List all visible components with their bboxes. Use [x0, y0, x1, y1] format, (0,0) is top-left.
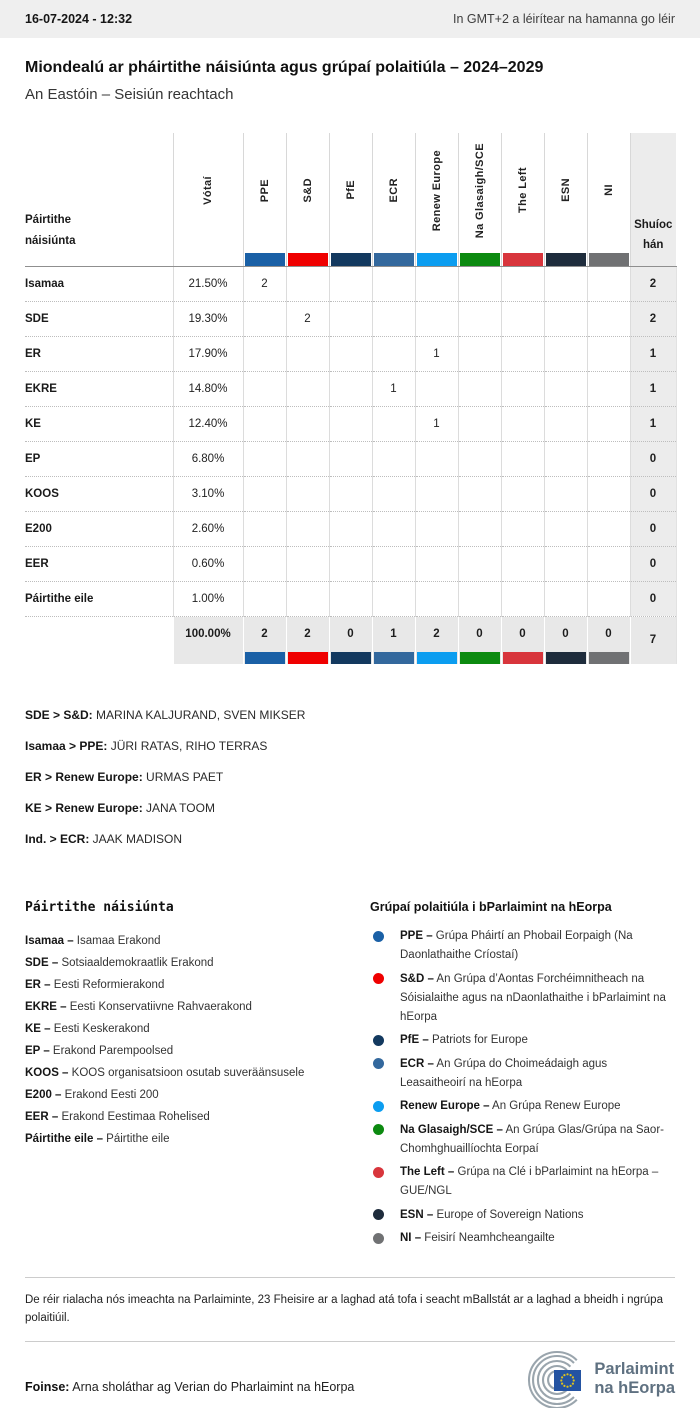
- group-color-dot: [373, 1233, 384, 1244]
- page-title: Miondealú ar pháirtithe náisiúnta agus grúpaí polaitiúla – 2024–2029: [25, 59, 544, 76]
- group-seats-cell-Left: [501, 266, 544, 301]
- group-seats-cell-ESN: [544, 371, 587, 406]
- group-legend-item: PPE – Grúpa Pháirtí an Phobail Eorpaigh (Na Daonlathaithe Críostaí): [370, 927, 675, 965]
- group-seats-cell-Left: [501, 476, 544, 511]
- groups-legend-heading: Grúpaí polaitiúla i bParlaimint na hEorpa: [370, 900, 612, 914]
- table-total-row: [25, 616, 676, 664]
- group-seats-cell-NI: [587, 406, 630, 441]
- group-color-bar: [546, 652, 586, 664]
- group-seats-cell-ECR: 1: [372, 371, 415, 406]
- group-seats-cell-NI: [587, 371, 630, 406]
- footer: [25, 1277, 675, 1408]
- group-seats-cell-NI: [587, 581, 630, 616]
- note-label: SDE > S&D:: [25, 708, 93, 722]
- column-header-ESN: [544, 133, 587, 266]
- group-seats-cell-SD: [286, 406, 329, 441]
- party-abbr: EKRE –: [25, 1001, 67, 1013]
- group-color-dot: [373, 931, 384, 942]
- group-legend-item: The Left – Grúpa na Clé i bParlaimint na hEorpa – GUE/NGL: [370, 1163, 675, 1201]
- group-legend-item: S&D – An Grúpa d’Aontas Forchéimnitheach na Sóisialaithe agus na nDaonlathaithe i bParlaimint na hEorpa: [370, 970, 675, 1027]
- group-seats-cell-SD: [286, 476, 329, 511]
- group-color-bar: [374, 652, 414, 664]
- votes-cell: 2.60%: [173, 511, 243, 546]
- column-header-Left: [501, 133, 544, 266]
- group-seats-cell-PPE: 2: [243, 266, 286, 301]
- group-color-dot: [373, 1124, 384, 1135]
- group-seats-cell-NI: [587, 476, 630, 511]
- party-total-seats-cell: 1: [630, 406, 676, 441]
- party-name-cell: Páirtithe eile: [25, 581, 173, 616]
- timezone-note: In GMT+2 a léirítear na hamanna go léir: [453, 12, 675, 26]
- group-seats-cell-PfE: [329, 546, 372, 581]
- group-color-bar: [288, 652, 328, 664]
- group-seats-cell-ESN: [544, 546, 587, 581]
- party-abbr: Páirtithe eile –: [25, 1133, 103, 1145]
- source-line: [25, 1380, 354, 1394]
- parties-legend-heading: Páirtithe náisiúnta: [25, 900, 174, 915]
- total-group-cell-Glasaigh: 0: [458, 616, 501, 664]
- group-color-bar: [503, 253, 543, 266]
- group-seats-cell-PPE: [243, 371, 286, 406]
- note-line: Ind. > ECR: JAAK MADISON: [25, 832, 183, 846]
- group-seats-cell-ESN: [544, 476, 587, 511]
- column-header-Glasaigh: [458, 133, 501, 266]
- source-text: Arna sholáthar ag Verian do Pharlaimint na hEorpa: [72, 1379, 355, 1394]
- group-seats-cell-Glasaigh: [458, 301, 501, 336]
- ep-logo: [521, 1350, 675, 1408]
- group-seats-cell-Renew: [415, 511, 458, 546]
- votes-cell: 19.30%: [173, 301, 243, 336]
- note-line: ER > Renew Europe: URMAS PAET: [25, 770, 224, 784]
- group-seats-cell-NI: [587, 511, 630, 546]
- group-legend-item: Renew Europe – An Grúpa Renew Europe: [370, 1097, 675, 1116]
- party-legend-item: EKRE – Eesti Konservatiivne Rahvaerakond: [25, 1001, 252, 1013]
- table-row: [25, 266, 676, 301]
- group-seats-cell-PPE: [243, 546, 286, 581]
- total-group-cell-ESN: 0: [544, 616, 587, 664]
- party-abbr: EP –: [25, 1045, 50, 1057]
- group-seats-cell-Glasaigh: [458, 406, 501, 441]
- votes-cell: 12.40%: [173, 406, 243, 441]
- table-row: [25, 406, 676, 441]
- votes-cell: 0.60%: [173, 546, 243, 581]
- group-color-dot: [373, 973, 384, 984]
- table-row: [25, 581, 676, 616]
- group-seats-cell-ECR: [372, 406, 415, 441]
- party-total-seats-cell: 1: [630, 371, 676, 406]
- party-legend-item: EER – Erakond Eestimaa Rohelised: [25, 1111, 210, 1123]
- group-seats-cell-Renew: 1: [415, 336, 458, 371]
- group-abbr: ESN –: [400, 1208, 434, 1221]
- group-seats-cell-Left: [501, 511, 544, 546]
- group-seats-cell-Glasaigh: [458, 581, 501, 616]
- group-color-dot: [373, 1209, 384, 1220]
- table-row: [25, 301, 676, 336]
- group-color-bar: [417, 652, 457, 664]
- group-seats-cell-NI: [587, 266, 630, 301]
- party-name-cell: ER: [25, 336, 173, 371]
- note-label: Ind. > ECR:: [25, 832, 90, 846]
- group-legend-item: PfE – Patriots for Europe: [370, 1031, 675, 1050]
- group-seats-cell-Glasaigh: [458, 476, 501, 511]
- group-column-label: Na Glasaigh/SCE: [473, 142, 486, 238]
- group-seats-cell-ESN: [544, 266, 587, 301]
- party-abbr: Isamaa –: [25, 935, 74, 947]
- column-header-seats: Shuíochán: [630, 133, 676, 266]
- party-legend-item: KOOS – KOOS organisatsioon osutab suveräänsusele: [25, 1067, 305, 1079]
- votes-cell: 14.80%: [173, 371, 243, 406]
- group-seats-cell-ESN: [544, 336, 587, 371]
- column-header-parties: Páirtithe náisiúnta: [25, 133, 173, 266]
- group-seats-cell-Glasaigh: [458, 336, 501, 371]
- group-seats-cell-ESN: [544, 511, 587, 546]
- ep-hemicycle-icon: [521, 1350, 585, 1408]
- group-seats-cell-Renew: [415, 301, 458, 336]
- party-legend-item: ER – Eesti Reformierakond: [25, 979, 165, 991]
- votes-cell: 1.00%: [173, 581, 243, 616]
- party-total-seats-cell: 0: [630, 581, 676, 616]
- group-seats-cell-NI: [587, 301, 630, 336]
- group-abbr: Renew Europe –: [400, 1100, 490, 1112]
- column-header-Renew: [415, 133, 458, 266]
- group-color-bar: [288, 253, 328, 266]
- votes-cell: 17.90%: [173, 336, 243, 371]
- party-legend-item: KE – Eesti Keskerakond: [25, 1023, 150, 1035]
- group-abbr: S&D –: [400, 972, 434, 985]
- note-line: SDE > S&D: MARINA KALJURAND, SVEN MIKSER: [25, 708, 306, 722]
- group-seats-cell-PPE: [243, 336, 286, 371]
- party-abbr: KOOS –: [25, 1067, 69, 1079]
- group-color-bar: [374, 253, 414, 266]
- group-seats-cell-Renew: [415, 441, 458, 476]
- group-seats-cell-Glasaigh: [458, 266, 501, 301]
- group-color-bar: [331, 652, 371, 664]
- table-row: [25, 511, 676, 546]
- group-seats-cell-Renew: [415, 546, 458, 581]
- group-seats-cell-ECR: [372, 581, 415, 616]
- column-header-ECR: [372, 133, 415, 266]
- total-group-cell-ECR: 1: [372, 616, 415, 664]
- group-seats-cell-PPE: [243, 406, 286, 441]
- party-legend-item: E200 – Erakond Eesti 200: [25, 1089, 159, 1101]
- note-label: KE > Renew Europe:: [25, 801, 143, 815]
- total-group-cell-PfE: 0: [329, 616, 372, 664]
- group-seats-cell-Renew: [415, 581, 458, 616]
- group-column-label: S&D: [301, 178, 314, 203]
- total-group-cell-PPE: 2: [243, 616, 286, 664]
- group-seats-cell-PfE: [329, 371, 372, 406]
- group-column-label: PPE: [258, 178, 271, 202]
- group-seats-cell-Glasaigh: [458, 511, 501, 546]
- mep-notes: [25, 708, 675, 846]
- note-label: ER > Renew Europe:: [25, 770, 143, 784]
- group-abbr: Na Glasaigh/SCE –: [400, 1123, 503, 1136]
- party-legend-item: EP – Erakond Parempoolsed: [25, 1045, 174, 1057]
- total-group-cell-Renew: 2: [415, 616, 458, 664]
- divider: [25, 1277, 675, 1278]
- page-content: [0, 59, 700, 1408]
- group-seats-cell-Renew: 1: [415, 406, 458, 441]
- party-abbr: SDE –: [25, 957, 59, 969]
- party-total-seats-cell: 1: [630, 336, 676, 371]
- group-color-dot: [373, 1035, 384, 1046]
- top-bar: [0, 0, 700, 38]
- source-label: Foinse:: [25, 1379, 70, 1394]
- note-label: Isamaa > PPE:: [25, 739, 108, 753]
- ep-logo-line2: na hEorpa: [594, 1378, 675, 1397]
- group-seats-cell-NI: [587, 441, 630, 476]
- group-seats-cell-ECR: [372, 441, 415, 476]
- group-seats-cell-SD: 2: [286, 301, 329, 336]
- party-name-cell: EKRE: [25, 371, 173, 406]
- group-seats-cell-PfE: [329, 441, 372, 476]
- group-seats-cell-ECR: [372, 476, 415, 511]
- group-abbr: PPE –: [400, 930, 433, 942]
- total-group-cell-NI: 0: [587, 616, 630, 664]
- group-seats-cell-PPE: [243, 581, 286, 616]
- group-seats-cell-Left: [501, 336, 544, 371]
- group-seats-cell-SD: [286, 511, 329, 546]
- votes-cell: 21.50%: [173, 266, 243, 301]
- grand-total-seats-cell: 7: [630, 616, 676, 664]
- group-color-bar: [503, 652, 543, 664]
- total-group-cell-SD: 2: [286, 616, 329, 664]
- group-seats-cell-NI: [587, 336, 630, 371]
- party-legend-item: SDE – Sotsiaaldemokraatlik Erakond: [25, 957, 214, 969]
- group-color-bar: [589, 253, 629, 266]
- column-header-votes: Vótaí: [173, 133, 243, 266]
- column-header-PPE: [243, 133, 286, 266]
- column-header-NI: [587, 133, 630, 266]
- party-abbr: KE –: [25, 1023, 51, 1035]
- group-column-label: The Left: [516, 167, 529, 214]
- group-color-bar: [245, 253, 285, 266]
- group-color-dot: [373, 1058, 384, 1069]
- group-color-bar: [546, 253, 586, 266]
- ep-logo-line1: Parlaimint: [594, 1359, 675, 1378]
- total-group-cell-Left: 0: [501, 616, 544, 664]
- group-abbr: The Left –: [400, 1166, 455, 1178]
- table-row: [25, 546, 676, 581]
- group-color-bar: [460, 253, 500, 266]
- group-seats-cell-SD: [286, 266, 329, 301]
- group-column-label: PfE: [344, 180, 357, 201]
- party-name-cell: SDE: [25, 301, 173, 336]
- group-color-bar: [589, 652, 629, 664]
- group-seats-cell-PfE: [329, 581, 372, 616]
- party-name-cell: EER: [25, 546, 173, 581]
- group-seats-cell-Left: [501, 441, 544, 476]
- party-legend-item: Páirtithe eile – Páirtithe eile: [25, 1133, 170, 1145]
- group-color-bar: [417, 253, 457, 266]
- group-seats-cell-PfE: [329, 336, 372, 371]
- party-total-seats-cell: 0: [630, 441, 676, 476]
- table-row: [25, 441, 676, 476]
- group-seats-cell-ECR: [372, 546, 415, 581]
- group-seats-cell-PPE: [243, 441, 286, 476]
- table-row: [25, 476, 676, 511]
- group-color-bar: [460, 652, 500, 664]
- group-column-label: ECR: [387, 178, 400, 203]
- party-name-cell: EP: [25, 441, 173, 476]
- legend-section: [25, 900, 675, 1253]
- group-color-bar: [245, 652, 285, 664]
- group-color-dot: [373, 1167, 384, 1178]
- group-seats-cell-ESN: [544, 406, 587, 441]
- table-row: [25, 336, 676, 371]
- group-seats-cell-Renew: [415, 476, 458, 511]
- group-seats-cell-PPE: [243, 511, 286, 546]
- column-header-PfE: [329, 133, 372, 266]
- group-seats-cell-Left: [501, 581, 544, 616]
- group-column-label: Renew Europe: [430, 149, 443, 231]
- group-seats-cell-SD: [286, 581, 329, 616]
- group-column-label: ESN: [559, 178, 572, 203]
- page-subtitle: An Eastóin – Seisiún reachtach: [25, 86, 234, 103]
- group-seats-cell-ECR: [372, 301, 415, 336]
- group-seats-cell-SD: [286, 441, 329, 476]
- group-seats-cell-Renew: [415, 371, 458, 406]
- group-seats-cell-PfE: [329, 511, 372, 546]
- group-seats-cell-Left: [501, 301, 544, 336]
- group-abbr: ECR –: [400, 1057, 434, 1070]
- ep-logo-text: [594, 1360, 675, 1398]
- political-groups-legend: [370, 900, 675, 1253]
- party-total-seats-cell: 2: [630, 266, 676, 301]
- group-legend-item: Na Glasaigh/SCE – An Grúpa Glas/Grúpa na Saor-Chomhghuaillíochta Eorpaí: [370, 1121, 675, 1159]
- group-seats-cell-ESN: [544, 441, 587, 476]
- group-seats-cell-Left: [501, 546, 544, 581]
- group-legend-item: ECR – An Grúpa do Choimeádaigh agus Leasaitheoirí na hEorpa: [370, 1055, 675, 1093]
- group-seats-cell-PfE: [329, 266, 372, 301]
- group-seats-cell-ESN: [544, 301, 587, 336]
- national-parties-legend: [25, 900, 370, 1253]
- party-name-cell: KE: [25, 406, 173, 441]
- group-seats-cell-Left: [501, 406, 544, 441]
- group-seats-cell-NI: [587, 546, 630, 581]
- group-seats-cell-Glasaigh: [458, 546, 501, 581]
- group-seats-cell-PfE: [329, 301, 372, 336]
- party-total-seats-cell: 0: [630, 546, 676, 581]
- group-seats-cell-ECR: [372, 336, 415, 371]
- table-row: [25, 371, 676, 406]
- table-header-row: [25, 133, 676, 266]
- party-abbr: EER –: [25, 1111, 59, 1123]
- group-seats-cell-Glasaigh: [458, 441, 501, 476]
- group-seats-cell-PPE: [243, 301, 286, 336]
- results-table: [25, 133, 677, 664]
- group-seats-cell-ESN: [544, 581, 587, 616]
- party-name-cell: Isamaa: [25, 266, 173, 301]
- note-line: Isamaa > PPE: JÜRI RATAS, RIHO TERRAS: [25, 739, 268, 753]
- party-abbr: ER –: [25, 979, 51, 991]
- total-votes-cell: 100.00%: [173, 616, 243, 664]
- party-name-cell: KOOS: [25, 476, 173, 511]
- note-line: KE > Renew Europe: JANA TOOM: [25, 801, 215, 815]
- rules-footnote: De réir rialacha nós imeachta na Parlaiminte, 23 Fheisire ar a laghad atá tofa i seacht mBallstát ar a laghad a bheidh i ngrúpa polaitiúil.: [25, 1293, 663, 1324]
- party-total-seats-cell: 0: [630, 476, 676, 511]
- group-seats-cell-PPE: [243, 476, 286, 511]
- group-seats-cell-ECR: [372, 511, 415, 546]
- report-datetime: 16-07-2024 - 12:32: [25, 12, 133, 26]
- group-legend-item: ESN – Europe of Sovereign Nations: [370, 1206, 675, 1225]
- group-seats-cell-Renew: [415, 266, 458, 301]
- group-seats-cell-Left: [501, 371, 544, 406]
- group-legend-item: NI – Feisirí Neamhcheangailte: [370, 1229, 675, 1248]
- group-seats-cell-PfE: [329, 476, 372, 511]
- party-total-seats-cell: 2: [630, 301, 676, 336]
- group-seats-cell-SD: [286, 371, 329, 406]
- group-seats-cell-ECR: [372, 266, 415, 301]
- group-seats-cell-PfE: [329, 406, 372, 441]
- group-seats-cell-Glasaigh: [458, 371, 501, 406]
- group-abbr: NI –: [400, 1232, 422, 1244]
- column-header-SD: [286, 133, 329, 266]
- party-legend-item: Isamaa – Isamaa Erakond: [25, 935, 161, 947]
- group-column-label: NI: [602, 184, 615, 197]
- party-total-seats-cell: 0: [630, 511, 676, 546]
- divider: [25, 1341, 675, 1342]
- party-abbr: E200 –: [25, 1089, 62, 1101]
- group-color-dot: [373, 1101, 384, 1112]
- group-seats-cell-SD: [286, 546, 329, 581]
- eu-flag: [554, 1370, 581, 1391]
- votes-cell: 6.80%: [173, 441, 243, 476]
- group-abbr: PfE –: [400, 1034, 429, 1046]
- group-color-bar: [331, 253, 371, 266]
- total-row-spacer: [25, 616, 173, 664]
- group-seats-cell-SD: [286, 336, 329, 371]
- votes-cell: 3.10%: [173, 476, 243, 511]
- party-name-cell: E200: [25, 511, 173, 546]
